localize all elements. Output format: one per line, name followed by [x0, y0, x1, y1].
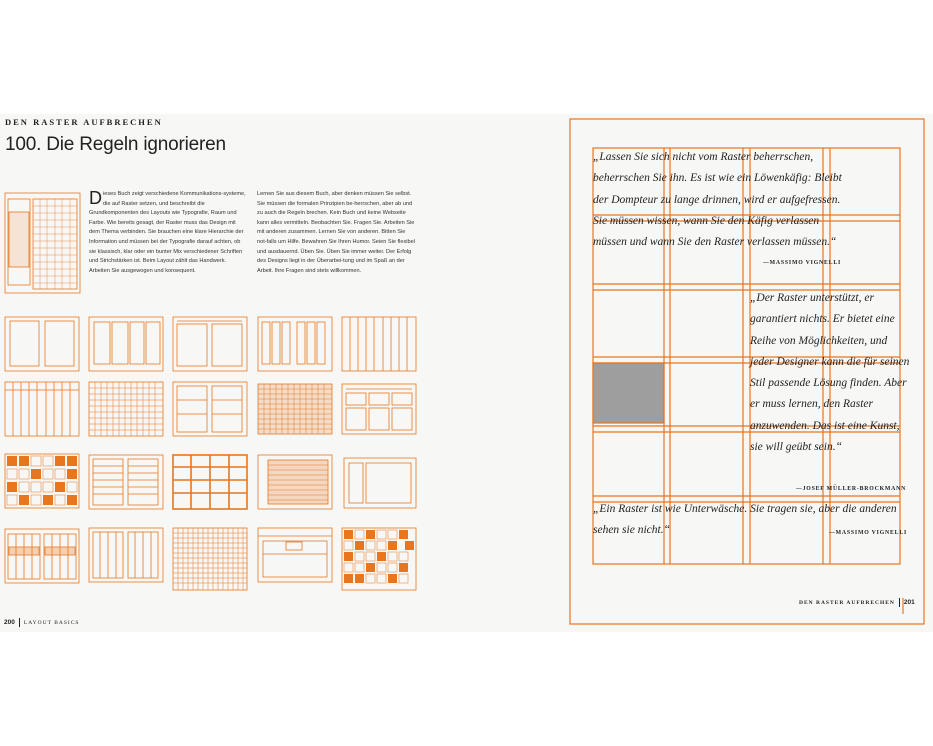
page-number-left: 200	[4, 619, 15, 627]
section-label: DEN RASTER AUFBRECHEN	[5, 117, 163, 127]
grid-thumbnails	[0, 114, 466, 614]
quote-vignelli-1: „Lassen Sie sich nicht vom Raster beherrschen, beherrschen Sie ihn. Es ist wie ein Löwenkäfig: Bleibt der Dompteur zu lange drinnen, wird er aufgefressen. Sie müssen wissen, wann Sie den Käfig verlassen müssen und wann Sie den Raster verlassen müssen.“	[593, 151, 842, 249]
thumbnail-r3c4	[258, 455, 332, 509]
footer-right	[799, 598, 915, 607]
footer-separator	[19, 618, 20, 627]
attribution-3: —MASSIMO VIGNELLI	[829, 530, 908, 536]
thumbnail-r2c4	[258, 384, 332, 434]
thumbnail-r1c1	[5, 317, 79, 371]
thumbnail-r1c3	[173, 317, 247, 371]
dropcap: D	[89, 188, 102, 208]
thumbnail-r2c2	[89, 382, 163, 436]
gray-block	[593, 363, 664, 423]
thumbnail-r3c2	[89, 455, 163, 509]
column-1-text: ieses Buch zeigt verschiedene Kommunikations-systeme, die auf Raster setzen, und beschreibt die Grundkomponenten des Layouts wie Typografie, Raum und Farbe. Wie bereits gesagt, der Raster muss das Design mit dem Thema verbinden. Sie brauchen eine klare Hierarchie der Information und müssen bei der Typografie darauf achten, ob sie klassisch, klar oder ein bunter Mix verschiedener Schriften und Strichstärken ist. Beim Layout zählt das Handwerk. Arbeiten Sie ausgewogen und konsequent.	[89, 191, 246, 274]
thumbnail-r2c3	[173, 382, 247, 436]
body-column-2: Lernen Sie aus diesem Buch, aber denken müssen Sie selbst. Sie müssen die formalen Prinzipien be-herrschen, aber ab und zu auch die Regeln brechen. Kein Buch und keine Webseite kann alles vermitteln. Beobachten Sie. Fragen Sie. Arbeiten Sie mit anderen zusammen. Lernen Sie von anderen. Bitten Sie not-falls um Hilfe. Bewahren Sie Ihren Humor. Seien Sie flexibel und ausdauernd. Üben Sie. Üben Sie immer weiter. Der Erfolg des Designs liegt in der Überarbei-tung und im Spaß an der Arbeit. Ihre Fragen sind stets willkommen.	[257, 191, 415, 274]
right-page	[466, 114, 933, 632]
thumbnail-r3c3	[173, 455, 247, 509]
thumbnail-r2c1	[5, 382, 79, 436]
attribution-2: —JOSEF MÜLLER-BROCKMANN	[796, 486, 907, 492]
thumbnail-r2c5	[342, 384, 416, 434]
page-number-right: 201	[903, 599, 915, 607]
footer-section-right: DEN RASTER AUFBRECHEN	[799, 600, 895, 607]
footer-left	[4, 618, 80, 627]
thumbnail-r4c4	[258, 528, 332, 582]
thumbnail-large	[5, 193, 80, 293]
quote-mueller-brockmann: „Der Raster unterstützt, er garantiert nichts. Er bietet eine Reihe von Möglichkeiten, und jeder Designer kann die für seinen Stil passende Lösung finden. Aber er muss lernen, den Raster anzuwenden. Das ist eine Kunst, sie will geübt sein.“	[750, 292, 910, 454]
thumbnail-r1c4	[258, 317, 332, 371]
attribution-1: —MASSIMO VIGNELLI	[763, 260, 842, 266]
thumbnail-r4c2	[89, 528, 163, 582]
thumbnail-r3c5	[344, 458, 416, 508]
thumbnail-r3c1	[5, 454, 79, 508]
left-page	[0, 114, 466, 632]
quote-vignelli-2: „Ein Raster ist wie Unterwäsche. Sie tragen sie, aber die anderen sehen sie nicht.“	[593, 503, 897, 537]
thumbnail-r1c5	[342, 317, 416, 371]
thumbnail-r1c2	[89, 317, 163, 371]
thumbnail-r4c3	[173, 528, 247, 590]
footer-section-left: LAYOUT BASICS	[23, 620, 80, 627]
page-title: 100. Die Regeln ignorieren	[5, 134, 226, 155]
thumbnail-r4c1	[5, 529, 79, 583]
footer-separator	[899, 598, 900, 607]
thumbnail-r4c5	[342, 528, 416, 590]
